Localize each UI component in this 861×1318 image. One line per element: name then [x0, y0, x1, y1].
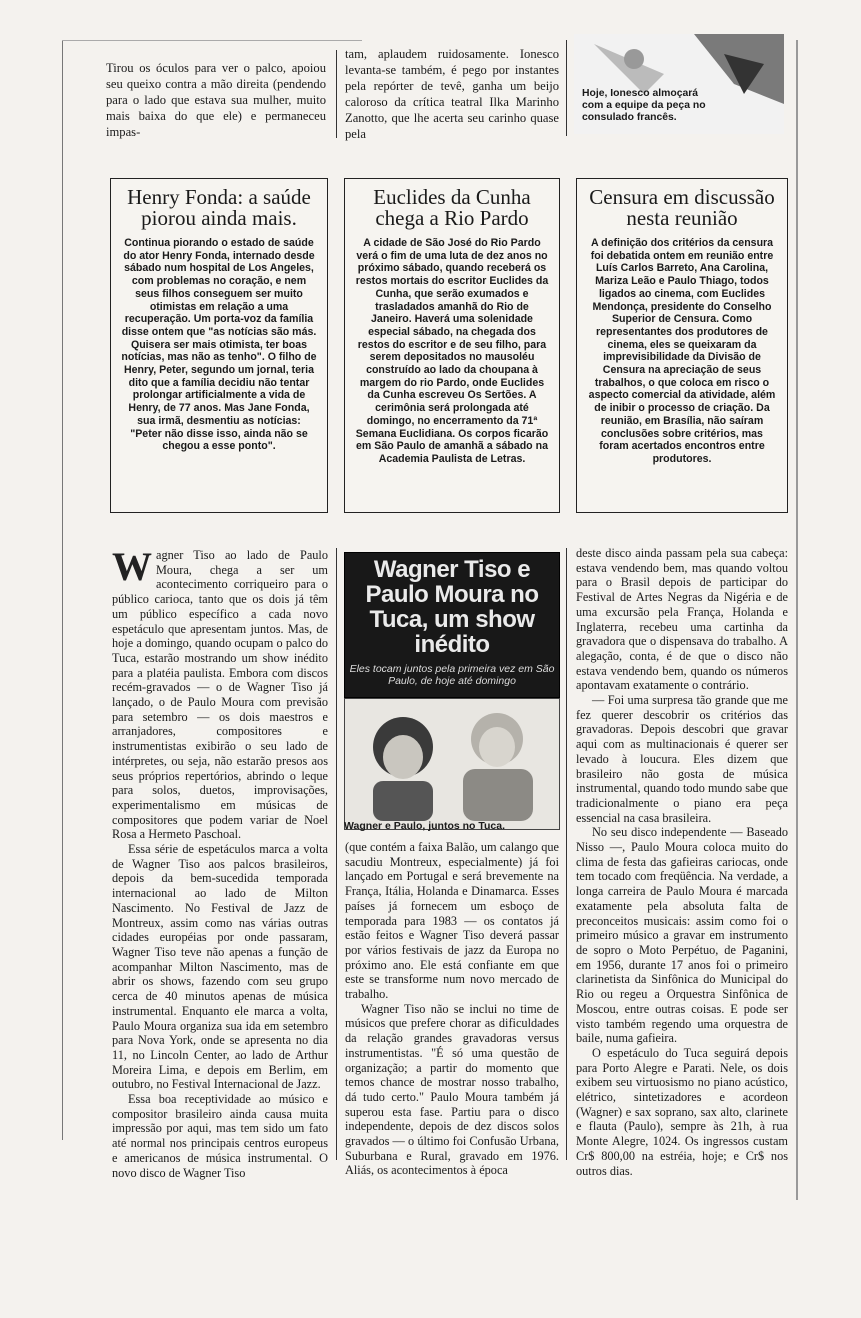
headline-banner [344, 552, 560, 698]
article-paragraph: Wagner Tiso não se inclui no time de músicos que prefere chorar as dificuldades da relação grandes gravadoras versus instrumentistas. "É só uma questão de organização; a partir do momento que temos chance de mostrar nosso trabalho, dá tudo certo." Paulo Moura também já superou esta fase. Partiu para o disco independente, depois de dez discos solos gravados — o último foi Confusão Urbana, Suburbana e Rural, gravado em 1976. Aliás, os acontecimentos à época [345, 1001, 559, 1178]
photo-image [345, 699, 559, 829]
page-edge-line [796, 40, 798, 1200]
article-column-1 [112, 544, 328, 1180]
article-paragraph: deste disco ainda passam pela sua cabeça: estava vendendo bem, mas quando voltou para o Brasil depois de participar do Festival de Artes Negras da Nigéria e de uma excursão pela França, Holanda e Inglaterra, recebeu uma cartinha da gravadora que o dispensava do trabalho. A alegação, conta, é de que o disco não estava vendendo bem, quando os números apontavam exatamente o contrário. [576, 546, 788, 693]
article-column-2 [345, 840, 559, 1178]
top-column-1: Tirou os óculos para ver o palco, apoiou seu queixo contra a mão direita (pendendo para o lado que estava sua mulher, muito mais baixa do que ele) e permaneceu impas- [106, 61, 326, 139]
top-column-2: tam, aplaudem ruidosamente. Ionesco levanta-se também, é pego por instantes pela repórter de tevê, ganha um beijo caloroso da crítica teatral Ilka Marinho Zanotto, que lhe acerta seu carinho quase pela [345, 47, 559, 141]
article-paragraph: (que contém a faixa Balão, um calango que sacudiu Montreux, especialmente) já foi lançado em Portugal e será brevemente na França, Itália, Holanda e Dinamarca. Esses países já fornecem um esboço de temporada para 1983 — os contatos já estão feitos e Wagner Tiso deverá passar por vários festivais de jazz da Europa no próximo ano. Ele está confiante em que este se transforme num novo mercado de trabalho. [345, 840, 559, 1002]
banner-headline: Wagner Tiso e Paulo Moura no Tuca, um show inédito [365, 556, 539, 658]
banner-subheadline: Eles tocam juntos pela primeira vez em São Paulo, de hoje até domingo [349, 663, 555, 687]
article-paragraph: agner Tiso ao lado de Paulo Moura, chega a ser um acontecimento corriqueiro para o público carioca, tanto que os dois já têm um público específico a cada novo espetáculo que apresentam juntos. Mas, de hoje a domingo, quando ocupam o palco do Tuca, estarão mostrando um show inédito para a platéia paulista. Embora com discos recém-gravados — o de Wagner Tiso já lançado, o de Paulo Moura com previsão para setembro — os dois maestros e arranjadores, compositores e instrumentistas exibirão o seu lado de intérpretes, ou seja, não estarão presos aos seus próprios repertórios, abrindo o leque para solos, duetos, improvisações, experimentalismo em músicas de compositores que podem variar de Noel Rosa a Hermeto Paschoal. [112, 548, 328, 842]
column-divider [566, 548, 567, 1160]
box-title: Henry Fonda: a saúde piorou ainda mais. [127, 185, 311, 230]
box-body: A cidade de São José do Rio Pardo verá o fim de uma luta de dez anos no próximo sábado, quando receberá os restos mortais do escritor Euclides da Cunha, que serão exumados e trasladados amanhã do Rio de Janeiro. Haverá uma solenidade especial sábado, na chegada dos restos do escritor e de seu filho, para serem depositados no mausoléu construído ao lado da choupana à margem do rio Pardo, onde Euclides da Cunha escreveu Os Sertões. A cerimônia será prolongada até domingo, no encerramento da 71ª Semana Euclidiana. Os corpos ficarão em São Paulo de amanhã a sábado na Academia Paulista de Letras. [355, 237, 549, 465]
box-body: A definição dos critérios da censura foi debatida ontem em reunião entre Luís Carlos Barreto, Ana Carolina, Mariza Leão e Paulo Thiago, todos ligados ao cinema, com Euclides Mendonça, presidente do Conselho Superior de Censura. Como representantes dos produtores de cinema, eles se queixaram da imprevisibilidade da Divisão de Censura na apreciação de seus trabalhos, o que coloca em risco o aspecto comercial da atividade, além de inibir o processo de criação. Da reunião, em Brasília, não saíram conclusões sobre critérios, mas foram acertados encontros entre produtores. [588, 237, 776, 465]
photo-caption: Hoje, Ionesco almoçará com a equipe da peça no consulado francês. [582, 88, 706, 123]
news-box-henry-fonda [110, 178, 328, 513]
article-paragraph: Essa série de espetáculos marca a volta de Wagner Tiso aos palcos brasileiros, depois da bem-sucedida temporada internacional ao lado de Milton Nascimento. No Festival de Jazz de Montreux, assim como nas várias outras cidades européias por onde passaram, Wagner Tiso teve não apenas a função de acompanhar Milton Nascimento, mas de abrir os shows, fazendo com seu grupo cerca de 40 minutos apenas de música instrumental. Enquanto ele marca a volta, Paulo Moura organiza sua ida em setembro para Nova York, onde se apresenta no dia 11, no Lincoln Center, ao lado de Arthur Moreira Lima, e depois em Berlim, em outubro, no Festival Internacional de Jazz. [112, 842, 328, 1092]
box-body: Continua piorando o estado de saúde do ator Henry Fonda, internado desde sábado num hospital de Los Angeles, com problemas no coração, e nem seus filhos conseguem ser muito otimistas em relação a uma recuperação. Um porta-voz da família disse ontem que "as notícias são más. Quisera ser mais otimista, ter boas notícias, mas não as tenho". O filho de Henry, Peter, segundo um jornal, teria dito que a família decidiu não tentar prolongar artificialmente a vida de Henry, de 77 anos. Mas Jane Fonda, sua irmã, desmentiu as notícias: "Peter não disse isso, ainda não se chegou a esse ponto". [121, 237, 317, 453]
article-paragraph: Essa boa receptividade ao músico e compositor brasileiro ainda causa muita impressão por aqui, mas tem sido um fato até normal nos principais centros europeus e americanos de música instrumental. O novo disco de Wagner Tiso [112, 1092, 328, 1180]
article-column-3 [576, 546, 788, 1178]
news-box-censura [576, 178, 788, 513]
news-box-euclides [344, 178, 560, 513]
drop-cap: W [112, 544, 152, 589]
box-title: Euclides da Cunha chega a Rio Pardo [373, 185, 531, 230]
column-divider [336, 50, 337, 138]
article-paragraph: No seu disco independente — Baseado Nisso —, Paulo Moura coloca muito do clima de festa das gafieiras cariocas, onde tem tocado com freqüência. Na verdade, a longa carreira de Paulo Moura é marcada exatamente pela absoluta falta de preconceitos musicais: assim como foi o primeiro músico a gravar em instrumento de sopro o Moto Perpétuo, de Paganini, em 1956, durante 17 anos foi o primeiro clarinetista da Sinfônica do Municipal do Rio ou regeu a Orquestra Sinfônica de Moscou, entre outras coisas. E pode ser visto também regendo uma orquestra de baile, numa gafieira. [576, 825, 788, 1046]
column-divider [566, 40, 567, 136]
musicians-photo [344, 698, 560, 830]
page-edge-line [62, 40, 63, 1140]
column-divider [336, 548, 337, 1160]
photo-caption: Wagner e Paulo, juntos no Tuca. [344, 820, 506, 832]
box-title: Censura em discussão nesta reunião [589, 185, 775, 230]
article-paragraph: O espetáculo do Tuca seguirá depois para Porto Alegre e Parati. Nele, os dois exibem seu virtuosismo no piano acústico, elétrico, sintetizadores e acordeon (Wagner) e sax soprano, sax alto, clarinete e flauta (Paulo), sempre às 21h, à rua Monte Alegre, 1024. Os ingressos custam Cr$ 800,00 na estréia, hoje; e Cr$ nos outros dias. [576, 1045, 788, 1178]
article-paragraph: — Foi uma surpresa tão grande que me fez querer descobrir os critérios das gravadoras. Depois descobri que gravar aqui com as multinacionais é querer ser levado à loucura. Eles dizem que brasileiro não gosta de música instrumental, quando todo mundo sabe que tradicionalmente o piano era peça essencial na casa brasileira. [576, 693, 788, 825]
top-edge-line [62, 40, 362, 41]
